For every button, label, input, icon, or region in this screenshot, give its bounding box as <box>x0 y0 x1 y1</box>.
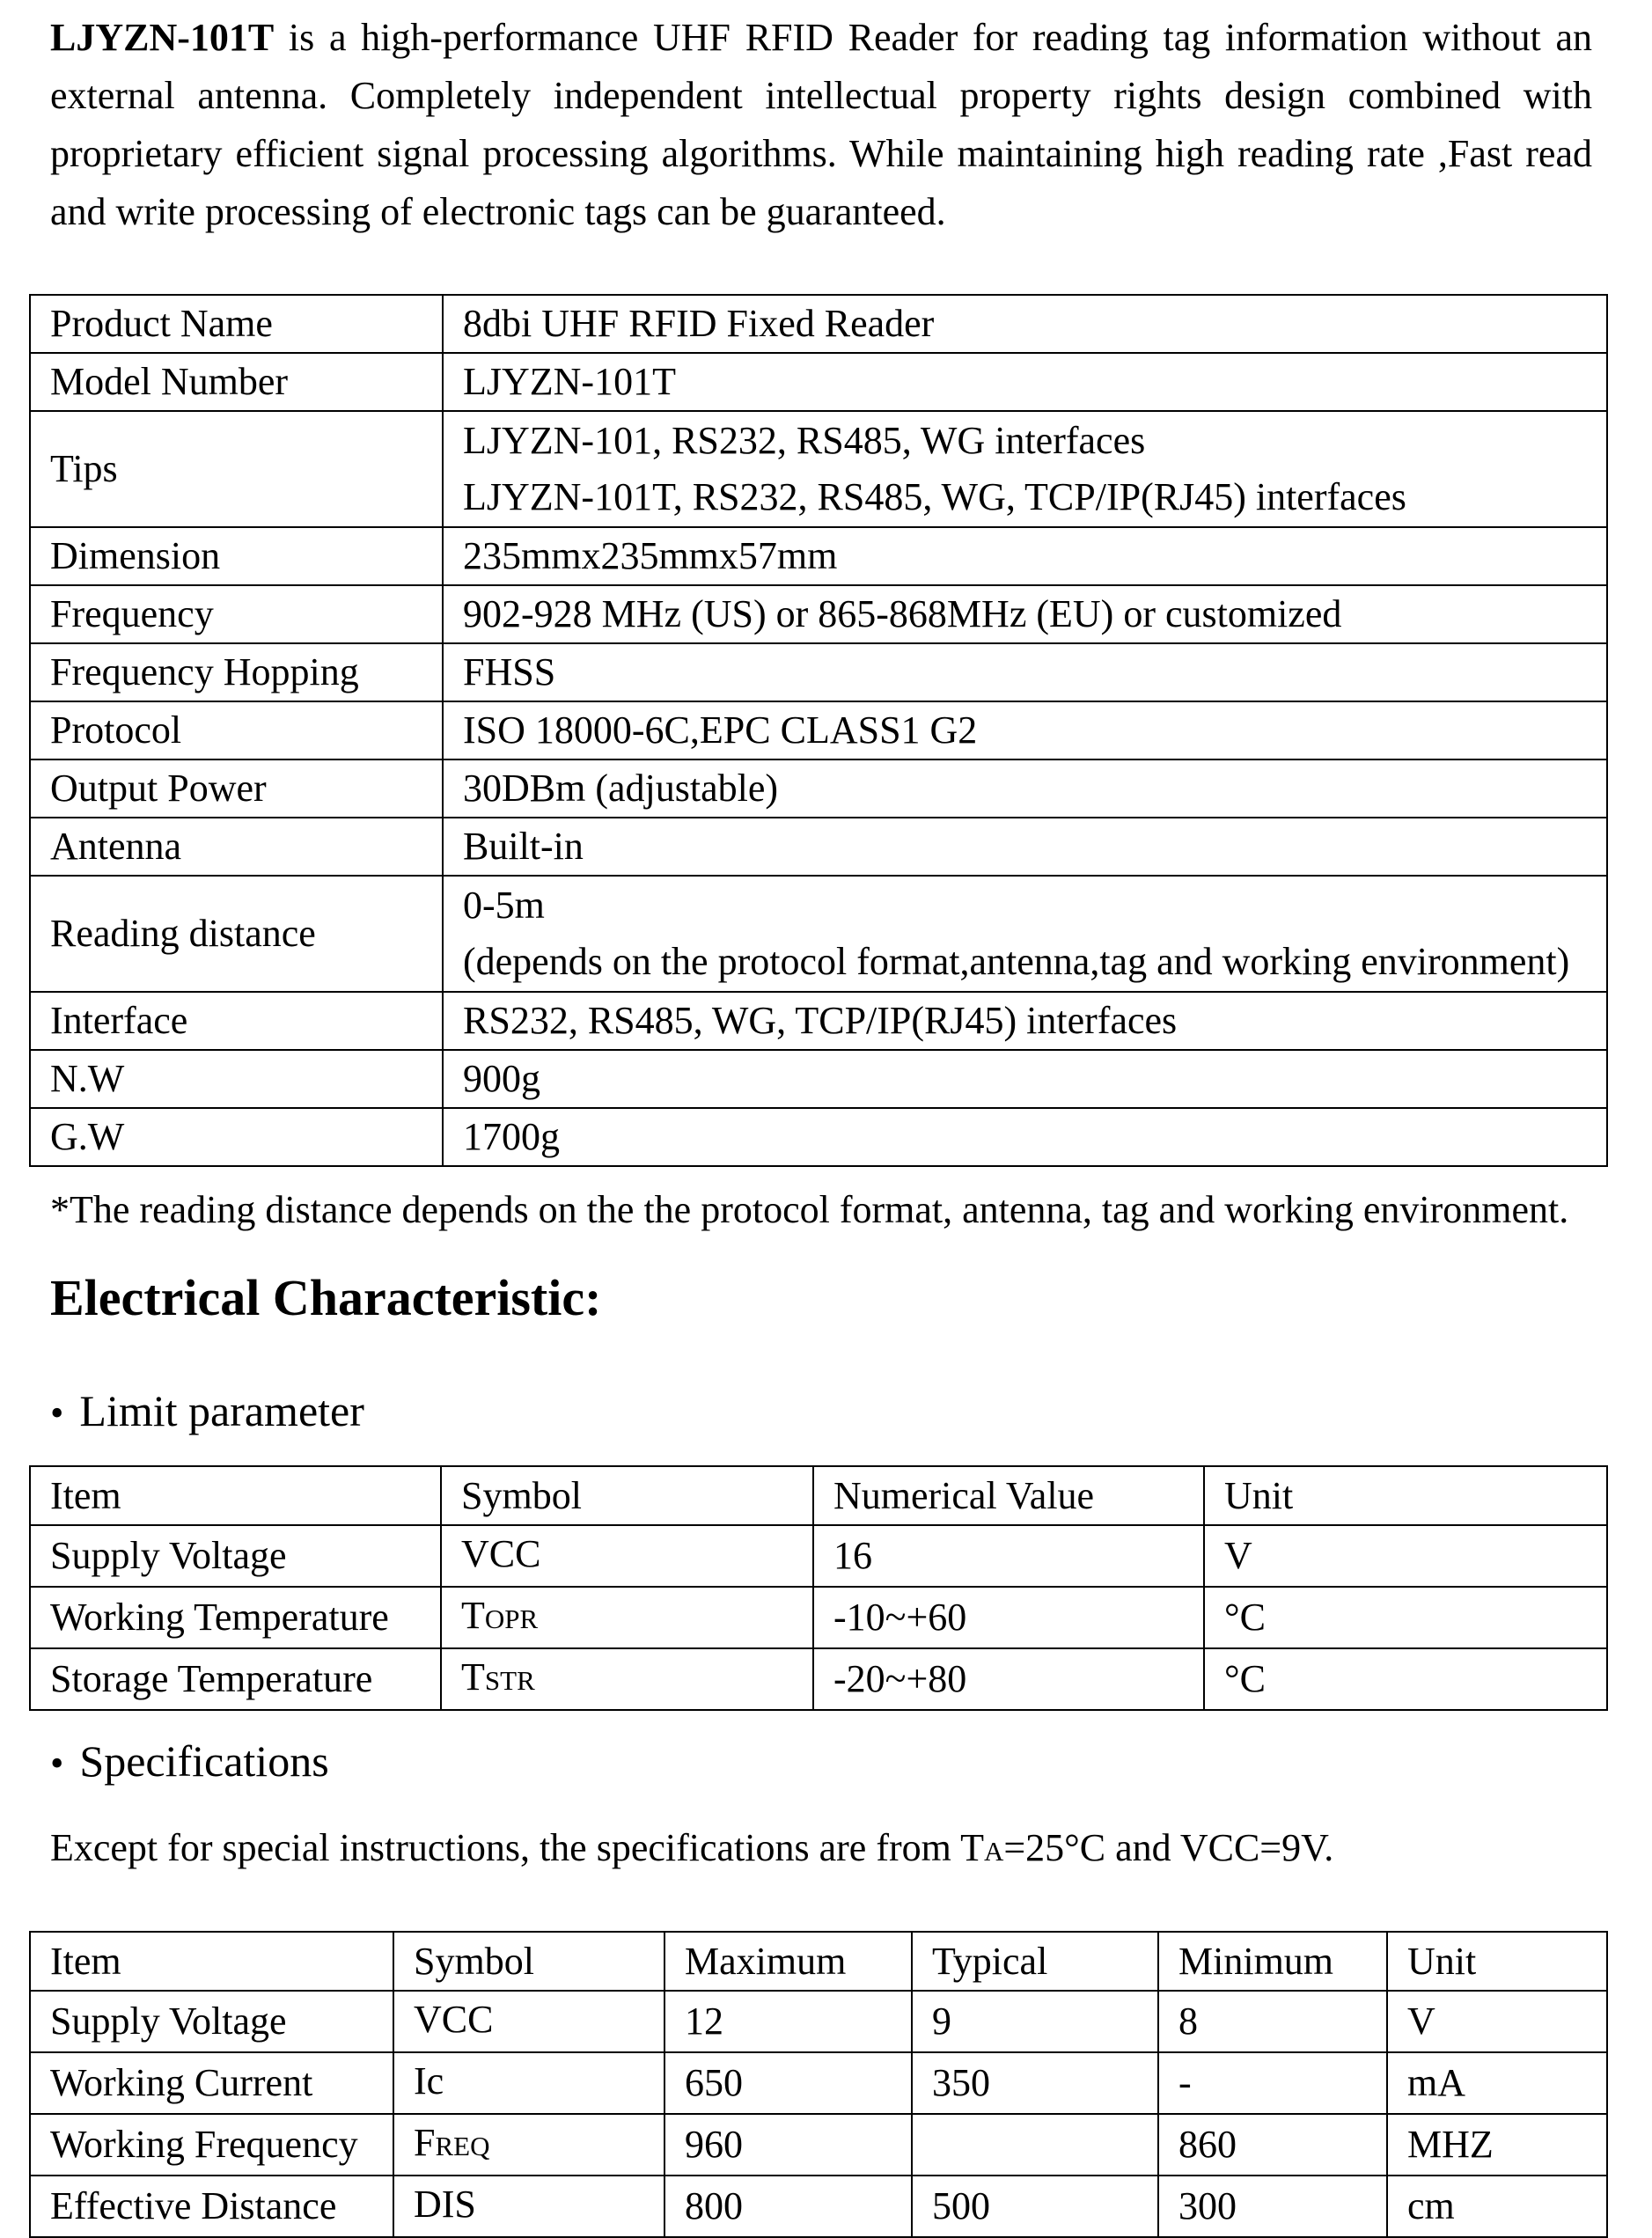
spec-table <box>29 294 1608 1167</box>
spec-value: 30DBm (adjustable) <box>443 759 1607 818</box>
typical-cell <box>912 2114 1158 2176</box>
spec-label: Product Name <box>30 295 443 353</box>
column-header: Symbol <box>441 1466 813 1525</box>
table-row <box>30 2114 1607 2176</box>
table-row <box>30 1525 1607 1587</box>
specs-title-text: Specifications <box>79 1736 329 1786</box>
item-cell: Working Frequency <box>30 2114 393 2176</box>
table-row <box>30 1050 1607 1108</box>
minimum-cell: 300 <box>1158 2176 1387 2237</box>
spec-value: FHSS <box>443 643 1607 701</box>
table-row <box>30 876 1607 992</box>
spec-label: Reading distance <box>30 876 443 992</box>
spec-label: Interface <box>30 992 443 1050</box>
table-row <box>30 643 1607 701</box>
limit-parameter-title <box>50 1380 364 1444</box>
intro-paragraph <box>50 9 1592 241</box>
table-row <box>30 411 1607 527</box>
table-header-row <box>30 1932 1607 1991</box>
item-cell: Supply Voltage <box>30 1525 441 1587</box>
spec-label: Output Power <box>30 759 443 818</box>
symbol-cell: VCC <box>441 1525 813 1587</box>
item-cell: Effective Distance <box>30 2176 393 2237</box>
bullet-icon: • <box>50 1391 64 1435</box>
limit-title-text: Limit parameter <box>79 1386 364 1435</box>
maximum-cell: 800 <box>664 2176 912 2237</box>
table-row <box>30 2052 1607 2114</box>
spec-value-line: LJYZN-101, RS232, RS485, WG interfaces <box>463 419 1146 462</box>
typical-cell: 9 <box>912 1991 1158 2052</box>
column-header: Symbol <box>393 1932 664 1991</box>
table-row <box>30 585 1607 643</box>
column-header: Typical <box>912 1932 1158 1991</box>
table-row <box>30 1991 1607 2052</box>
item-cell: Storage Temperature <box>30 1648 441 1710</box>
spec-value: 8dbi UHF RFID Fixed Reader <box>443 295 1607 353</box>
table-row <box>30 1108 1607 1166</box>
table-row <box>30 992 1607 1050</box>
specs-table <box>29 1931 1608 2238</box>
column-header: Item <box>30 1932 393 1991</box>
typical-cell: 500 <box>912 2176 1158 2237</box>
spec-value-line: 0-5m <box>463 884 545 927</box>
unit-cell: cm <box>1387 2176 1607 2237</box>
spec-label: Frequency Hopping <box>30 643 443 701</box>
unit-cell: mA <box>1387 2052 1607 2114</box>
table-row <box>30 353 1607 411</box>
unit-cell: V <box>1387 1991 1607 2052</box>
value-cell: -20~+80 <box>813 1648 1204 1710</box>
minimum-cell: 860 <box>1158 2114 1387 2176</box>
maximum-cell: 12 <box>664 1991 912 2052</box>
symbol-cell: Ic <box>393 2052 664 2114</box>
unit-cell: °C <box>1204 1648 1607 1710</box>
spec-value: Built-in <box>443 818 1607 876</box>
minimum-cell: 8 <box>1158 1991 1387 2052</box>
value-cell: 16 <box>813 1525 1204 1587</box>
item-cell: Supply Voltage <box>30 1991 393 2052</box>
table-row <box>30 527 1607 585</box>
intro-model: LJYZN-101T <box>50 16 275 59</box>
table-row <box>30 2176 1607 2237</box>
spec-label: N.W <box>30 1050 443 1108</box>
table-row <box>30 701 1607 759</box>
item-cell: Working Temperature <box>30 1587 441 1648</box>
typical-cell: 350 <box>912 2052 1158 2114</box>
spec-value-line: (depends on the protocol format,antenna,tag and working environment) <box>463 940 1570 983</box>
limit-table <box>29 1465 1608 1711</box>
specifications-title <box>50 1730 329 1794</box>
spec-value <box>443 411 1607 527</box>
spec-label: Model Number <box>30 353 443 411</box>
item-cell: Working Current <box>30 2052 393 2114</box>
spec-value: 900g <box>443 1050 1607 1108</box>
spec-label: Frequency <box>30 585 443 643</box>
spec-value <box>443 876 1607 992</box>
maximum-cell: 960 <box>664 2114 912 2176</box>
symbol-cell: VCC <box>393 1991 664 2052</box>
specs-condition: Except for special instructions, the specifications are from TA=25°C and VCC=9V. <box>50 1826 1334 1869</box>
minimum-cell: - <box>1158 2052 1387 2114</box>
electrical-heading: Electrical Characteristic: <box>50 1269 602 1326</box>
column-header: Item <box>30 1466 441 1525</box>
spec-label: Dimension <box>30 527 443 585</box>
spec-label: Tips <box>30 411 443 527</box>
spec-label: Protocol <box>30 701 443 759</box>
column-header: Minimum <box>1158 1932 1387 1991</box>
spec-value: LJYZN-101T <box>443 353 1607 411</box>
column-header: Unit <box>1204 1466 1607 1525</box>
symbol-cell: TOPR <box>441 1587 813 1648</box>
column-header: Unit <box>1387 1932 1607 1991</box>
spec-value: 902-928 MHz (US) or 865-868MHz (EU) or customized <box>443 585 1607 643</box>
symbol-cell: FREQ <box>393 2114 664 2176</box>
bullet-icon: • <box>50 1742 64 1785</box>
symbol-cell: DIS <box>393 2176 664 2237</box>
value-cell: -10~+60 <box>813 1587 1204 1648</box>
maximum-cell: 650 <box>664 2052 912 2114</box>
column-header: Maximum <box>664 1932 912 1991</box>
column-header: Numerical Value <box>813 1466 1204 1525</box>
spec-value: 235mmx235mmx57mm <box>443 527 1607 585</box>
spec-value: ISO 18000-6C,EPC CLASS1 G2 <box>443 701 1607 759</box>
table-row <box>30 818 1607 876</box>
table-row <box>30 1587 1607 1648</box>
intro-text: is a high-performance UHF RFID Reader for reading tag information without an external antenna. Completely independent intellectual property rights design combined with proprietary efficient signal processing algorithms. While maintaining high reading rate ,Fast read and write processing of electronic tags can be guaranteed. <box>50 16 1592 233</box>
table-header-row <box>30 1466 1607 1525</box>
spec-value-line: LJYZN-101T, RS232, RS485, WG, TCP/IP(RJ45) interfaces <box>463 475 1406 518</box>
spec-label: G.W <box>30 1108 443 1166</box>
spec-value: RS232, RS485, WG, TCP/IP(RJ45) interfaces <box>443 992 1607 1050</box>
table-row <box>30 759 1607 818</box>
symbol-cell: TSTR <box>441 1648 813 1710</box>
spec-label: Antenna <box>30 818 443 876</box>
reading-distance-note: *The reading distance depends on the the protocol format, antenna, tag and working environment. <box>50 1188 1569 1231</box>
spec-value: 1700g <box>443 1108 1607 1166</box>
unit-cell: MHZ <box>1387 2114 1607 2176</box>
table-row <box>30 1648 1607 1710</box>
unit-cell: °C <box>1204 1587 1607 1648</box>
unit-cell: V <box>1204 1525 1607 1587</box>
table-row <box>30 295 1607 353</box>
